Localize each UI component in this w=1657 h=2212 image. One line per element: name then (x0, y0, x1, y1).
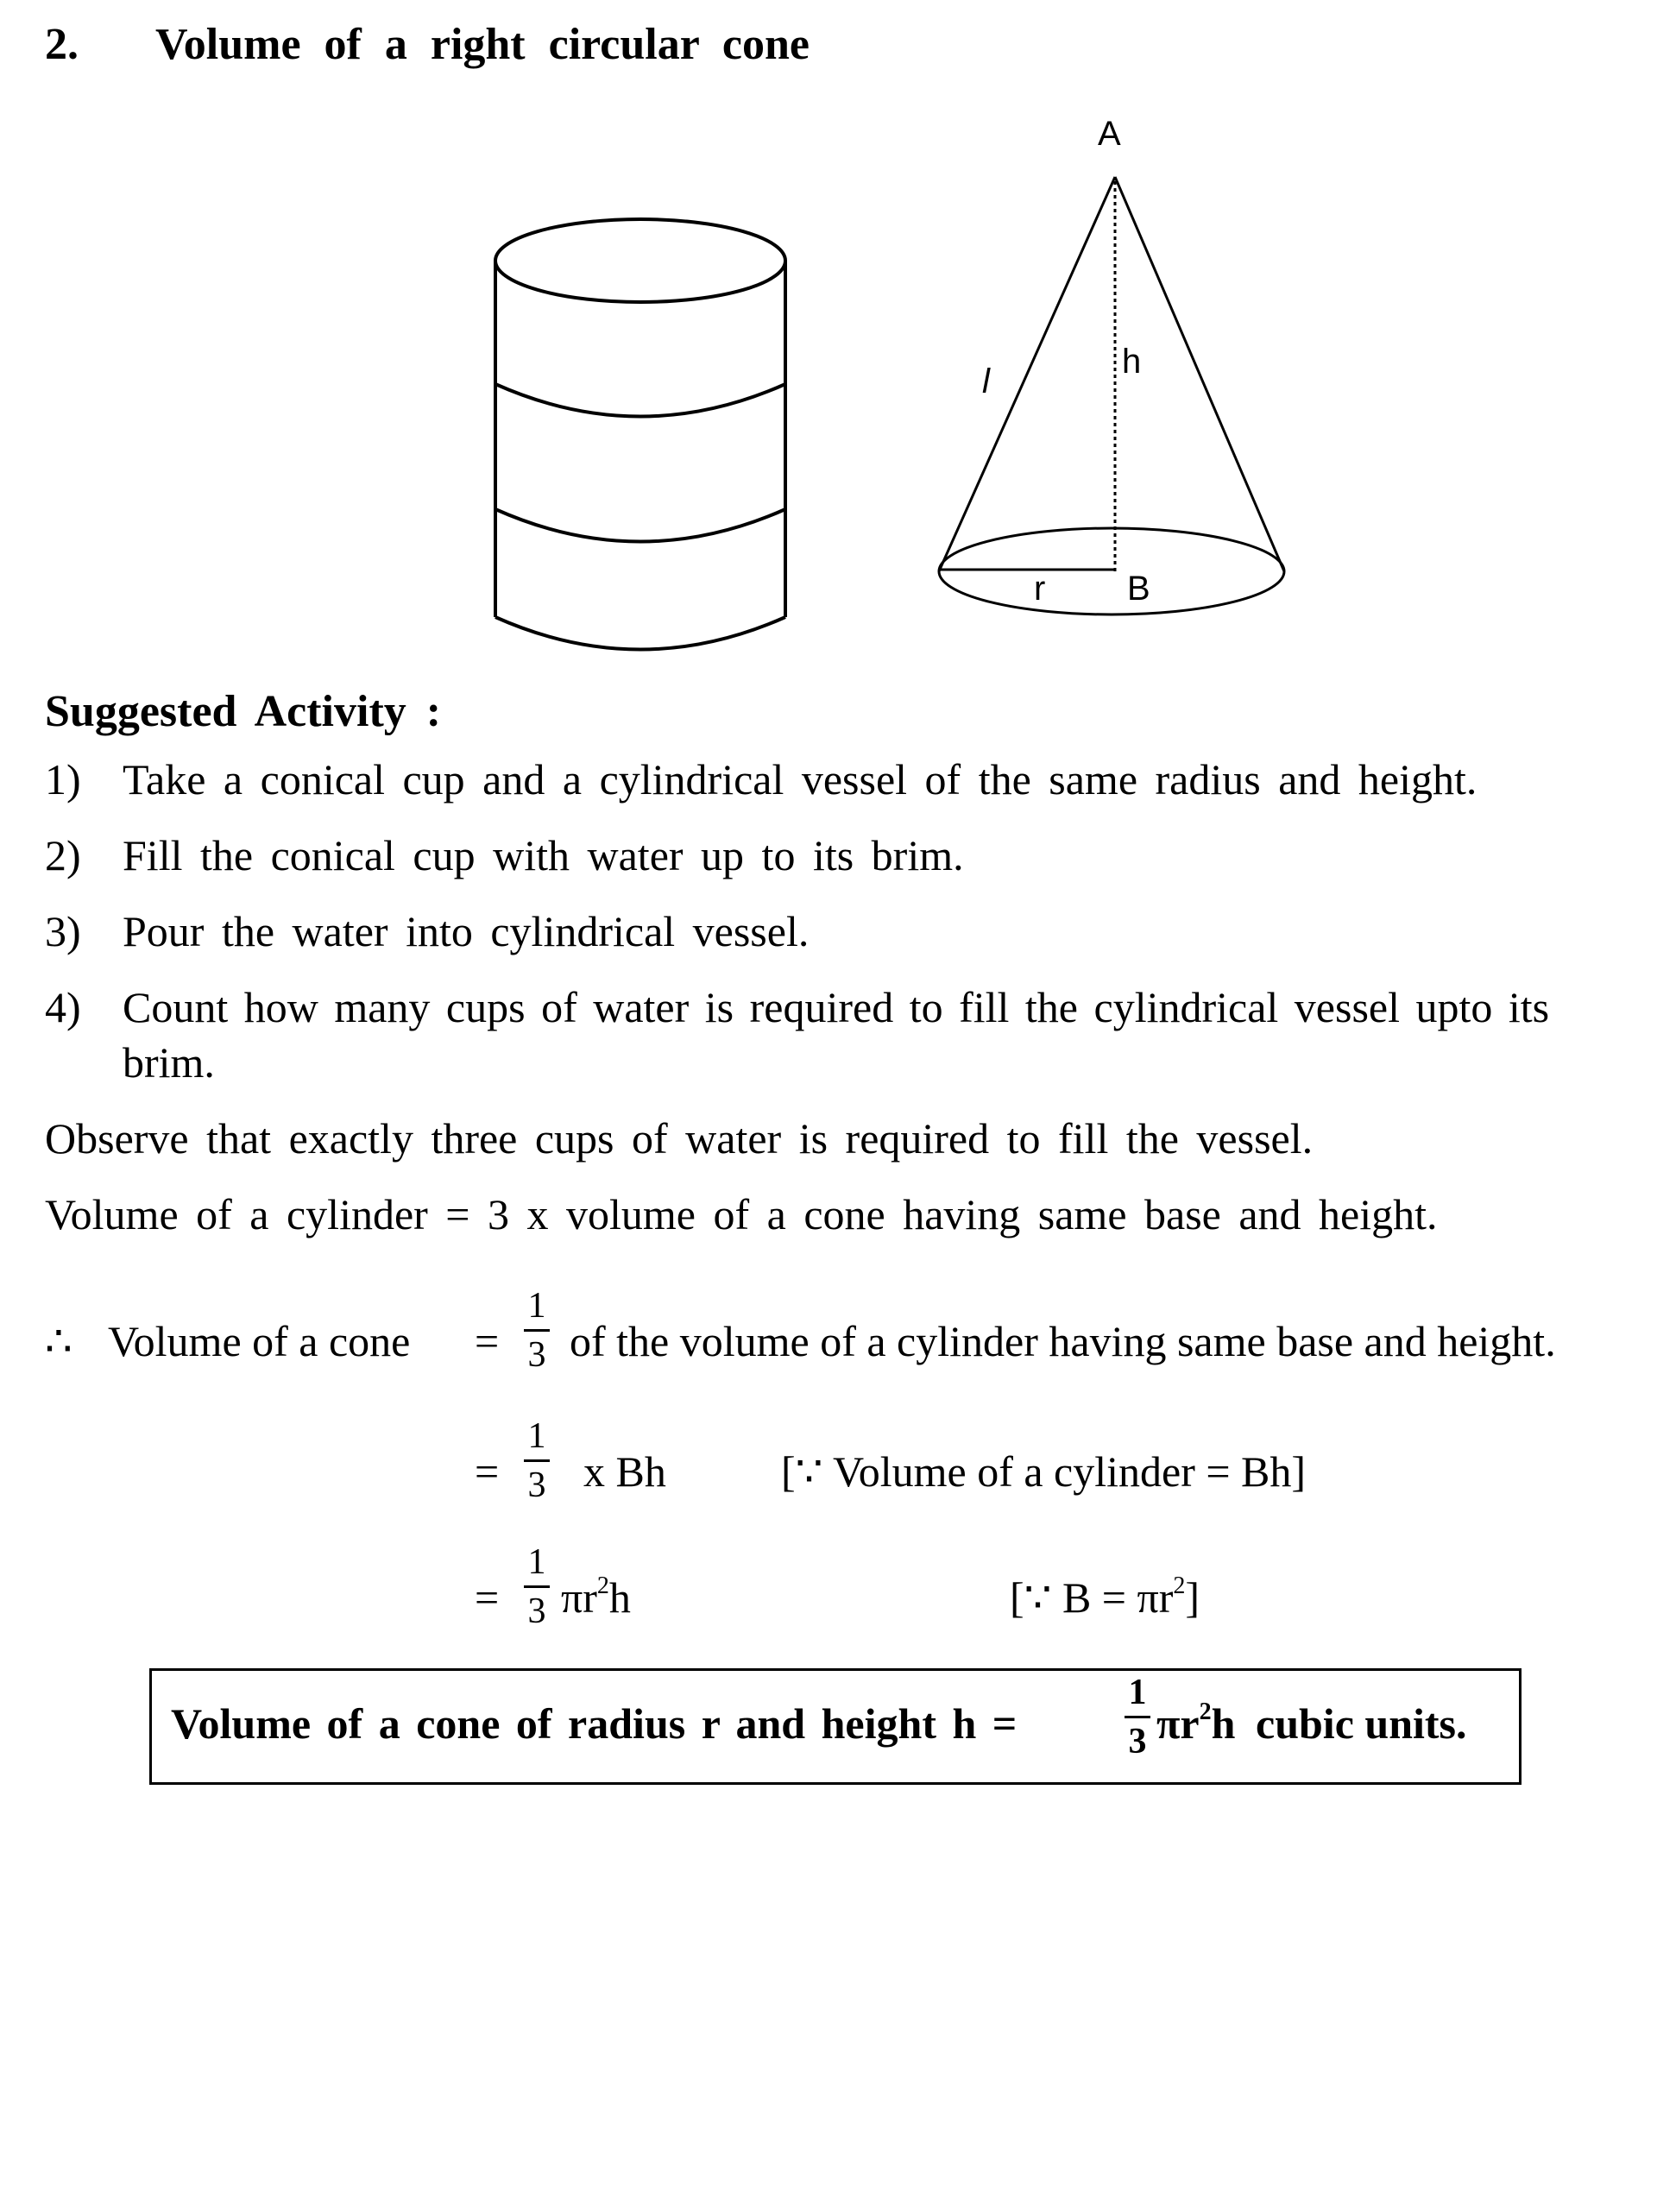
fraction-denominator: 3 (527, 1591, 546, 1631)
center-label: B (1127, 570, 1150, 608)
fraction-one-third (520, 1418, 554, 1503)
derivation-line2-note: [∵ Volume of a cylinder = Bh] (781, 1447, 1307, 1496)
fraction-bar (1125, 1716, 1150, 1718)
result-lhs: Volume of a cone of radius r and height h = (171, 1699, 1018, 1748)
exponent: 2 (596, 1572, 609, 1599)
fraction-one-third (520, 1544, 554, 1629)
height-label: h (1122, 343, 1142, 381)
figure-cylinder-cone (0, 0, 1657, 673)
fraction-numerator: 1 (527, 1286, 546, 1326)
cone-diagram (939, 177, 1284, 614)
derivation-line2-rest: x Bh (583, 1447, 666, 1496)
relation-text: Volume of a cylinder = 3 x volume of a cone having same base and height. (45, 1190, 1438, 1238)
activity-title: Suggested Activity : (45, 687, 442, 736)
formula-pi-r-squared-h (561, 1572, 631, 1623)
cylinder-diagram (495, 219, 785, 650)
fraction-bar (524, 1329, 550, 1332)
fraction-numerator: 1 (1128, 1673, 1147, 1712)
fraction-numerator: 1 (527, 1542, 546, 1582)
fraction-one-third (520, 1288, 554, 1373)
h-term: h (1211, 1699, 1236, 1748)
derivation-line3-note (1010, 1572, 1200, 1623)
activity-item-number: 2) (45, 831, 81, 879)
activity-item-number: 1) (45, 755, 81, 804)
exponent: 2 (1199, 1698, 1212, 1725)
fraction-denominator: 3 (1128, 1722, 1147, 1761)
pi-r-term: πr (1156, 1699, 1200, 1748)
activity-item-text: Pour the water into cylindrical vessel. (123, 907, 810, 955)
equals-sign: = (475, 1447, 500, 1496)
therefore-symbol: ∴ (45, 1317, 72, 1365)
result-units: cubic units. (1256, 1699, 1467, 1748)
derivation-lhs: Volume of a cone (108, 1317, 411, 1365)
apex-label: A (1098, 115, 1121, 153)
slant-label: l (982, 362, 990, 400)
activity-item-text-continued: brim. (123, 1038, 215, 1087)
derivation-line1-rest: of the volume of a cylinder having same base and height. (570, 1317, 1556, 1365)
note-open: [∵ B = πr (1010, 1573, 1174, 1622)
result-fraction (1120, 1674, 1155, 1760)
fraction-bar (524, 1459, 550, 1462)
activity-item-text: Count how many cups of water is required to fill the cylindrical vessel upto its (123, 983, 1550, 1031)
h-term: h (608, 1573, 631, 1622)
activity-item-number: 4) (45, 983, 81, 1031)
fraction-denominator: 3 (527, 1335, 546, 1375)
activity-item-text: Fill the conical cup with water up to its brim. (123, 831, 964, 879)
exponent: 2 (1173, 1572, 1186, 1599)
observation-text: Observe that exactly three cups of water is required to fill the vessel. (45, 1114, 1314, 1163)
fraction-denominator: 3 (527, 1465, 546, 1505)
equals-sign: = (475, 1573, 500, 1622)
activity-item-number: 3) (45, 907, 81, 955)
equals-sign: = (475, 1317, 500, 1365)
result-formula (1156, 1698, 1235, 1749)
section-title: Volume of a right circular cone (155, 20, 810, 69)
note-close: ] (1185, 1573, 1200, 1622)
section-number: 2. (45, 20, 79, 69)
radius-label: r (1034, 570, 1046, 608)
activity-item-text: Take a conical cup and a cylindrical vessel of the same radius and height. (123, 755, 1477, 804)
pi-r-term: πr (561, 1573, 597, 1622)
fraction-bar (524, 1585, 550, 1588)
fraction-numerator: 1 (527, 1416, 546, 1456)
